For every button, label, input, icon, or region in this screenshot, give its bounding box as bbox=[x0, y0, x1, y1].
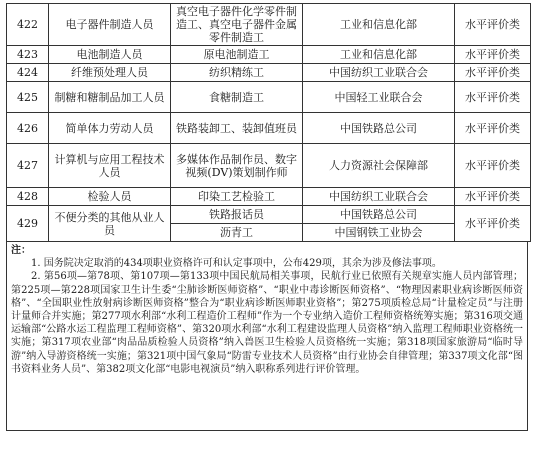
type-cell: 水平评价类 bbox=[455, 82, 531, 113]
job-cell: 纺织精练工 bbox=[171, 64, 303, 82]
row-number: 424 bbox=[7, 64, 49, 82]
occupation-cell: 制糖和糖制品加工人员 bbox=[49, 82, 171, 113]
job-cell: 印染工艺检验工 bbox=[171, 188, 303, 206]
occupation-table bbox=[6, 3, 531, 242]
occupation-cell: 电池制造人员 bbox=[49, 46, 171, 64]
occupation-cell: 检验人员 bbox=[49, 188, 171, 206]
job-cell: 食糖制造工 bbox=[171, 82, 303, 113]
job-cell: 多媒体作品制作员、数字视频(DV)策划制作师 bbox=[171, 144, 303, 188]
type-cell: 水平评价类 bbox=[455, 4, 531, 46]
table-notes bbox=[6, 242, 528, 431]
table-row bbox=[7, 188, 531, 206]
row-number: 429 bbox=[7, 206, 49, 242]
job-cell: 铁路装卸工、装卸值班员 bbox=[171, 113, 303, 144]
table-row bbox=[7, 113, 531, 144]
row-number: 423 bbox=[7, 46, 49, 64]
job-cell: 真空电子器件化学零件制造工、真空电子器件金属零件制造工 bbox=[171, 4, 303, 46]
occupation-cell: 简单体力劳动人员 bbox=[49, 113, 171, 144]
type-cell: 水平评价类 bbox=[455, 188, 531, 206]
occupation-cell: 纤维预处理人员 bbox=[49, 64, 171, 82]
table-row bbox=[7, 144, 531, 188]
department-cell: 工业和信息化部 bbox=[303, 46, 455, 64]
row-number: 427 bbox=[7, 144, 49, 188]
occupation-cell: 电子器件制造人员 bbox=[49, 4, 171, 46]
department-cell: 中国纺织工业联合会 bbox=[303, 188, 455, 206]
type-cell: 水平评价类 bbox=[455, 206, 531, 242]
department-cell: 中国铁路总公司 bbox=[303, 206, 455, 224]
table-row bbox=[7, 64, 531, 82]
department-cell: 中国轻工业联合会 bbox=[303, 82, 455, 113]
note-paragraph: 1. 国务院决定取消的434项职业资格许可和认定事项中，公布429项，其余为涉及修法事项。 bbox=[31, 258, 442, 270]
row-number: 422 bbox=[7, 4, 49, 46]
department-cell: 工业和信息化部 bbox=[303, 4, 455, 46]
department-cell: 中国纺织工业联合会 bbox=[303, 64, 455, 82]
table-row bbox=[7, 82, 531, 113]
row-number: 425 bbox=[7, 82, 49, 113]
job-cell: 铁路报话员 bbox=[171, 206, 303, 224]
job-cell: 沥青工 bbox=[171, 224, 303, 242]
occupation-cell: 不便分类的其他从业人员 bbox=[49, 206, 171, 242]
job-cell: 原电池制造工 bbox=[171, 46, 303, 64]
note-paragraph: 2. 第56项—第78项、第107项—第133项中国民航局相关事项，民航行业已依照有关规章实施人员内部管理；第225项—第228项国家卫生计生委“尘肺诊断医师资格”、“职业中毒诊断医师资格”、“物理因素职业病诊断医师资格”、“全国职业性放射病诊断医师资格”整合为“职业病诊断医师职业资格”；第275项质检总局“计量检定员”与注册计量师合并实施；第277项水利部“水利工程造价工程师”作为一个专业纳入造价工程师资格统筹实施；第316项交通运输部“公路水运工程监理工程师资格”、第320项水利部“水利工程建设监理人员资格”纳入监理工程师职业资格统一实施；第317项农业部“肉品品质检验人员资格”纳入兽医卫生检验人员资格统一实施；第318项国家旅游局“临时导游”纳入导游资格统一实施；第321项中国气象局“防雷专业技术人员资格”由行业协会自律管理；第337项文化部“图书资料业务人员”、第382项文化部“电影电视演员”纳入职称系列进行评价管理。 bbox=[11, 271, 523, 375]
table-row bbox=[7, 206, 531, 224]
table-row bbox=[7, 4, 531, 46]
document-page bbox=[6, 3, 530, 431]
type-cell: 水平评价类 bbox=[455, 144, 531, 188]
occupation-cell: 计算机与应用工程技术人员 bbox=[49, 144, 171, 188]
table-row bbox=[7, 46, 531, 64]
type-cell: 水平评价类 bbox=[455, 46, 531, 64]
row-number: 426 bbox=[7, 113, 49, 144]
department-cell: 中国钢铁工业协会 bbox=[303, 224, 455, 242]
type-cell: 水平评价类 bbox=[455, 113, 531, 144]
department-cell: 人力资源社会保障部 bbox=[303, 144, 455, 188]
type-cell: 水平评价类 bbox=[455, 64, 531, 82]
row-number: 428 bbox=[7, 188, 49, 206]
department-cell: 中国铁路总公司 bbox=[303, 113, 455, 144]
notes-heading: 注： bbox=[11, 245, 31, 256]
